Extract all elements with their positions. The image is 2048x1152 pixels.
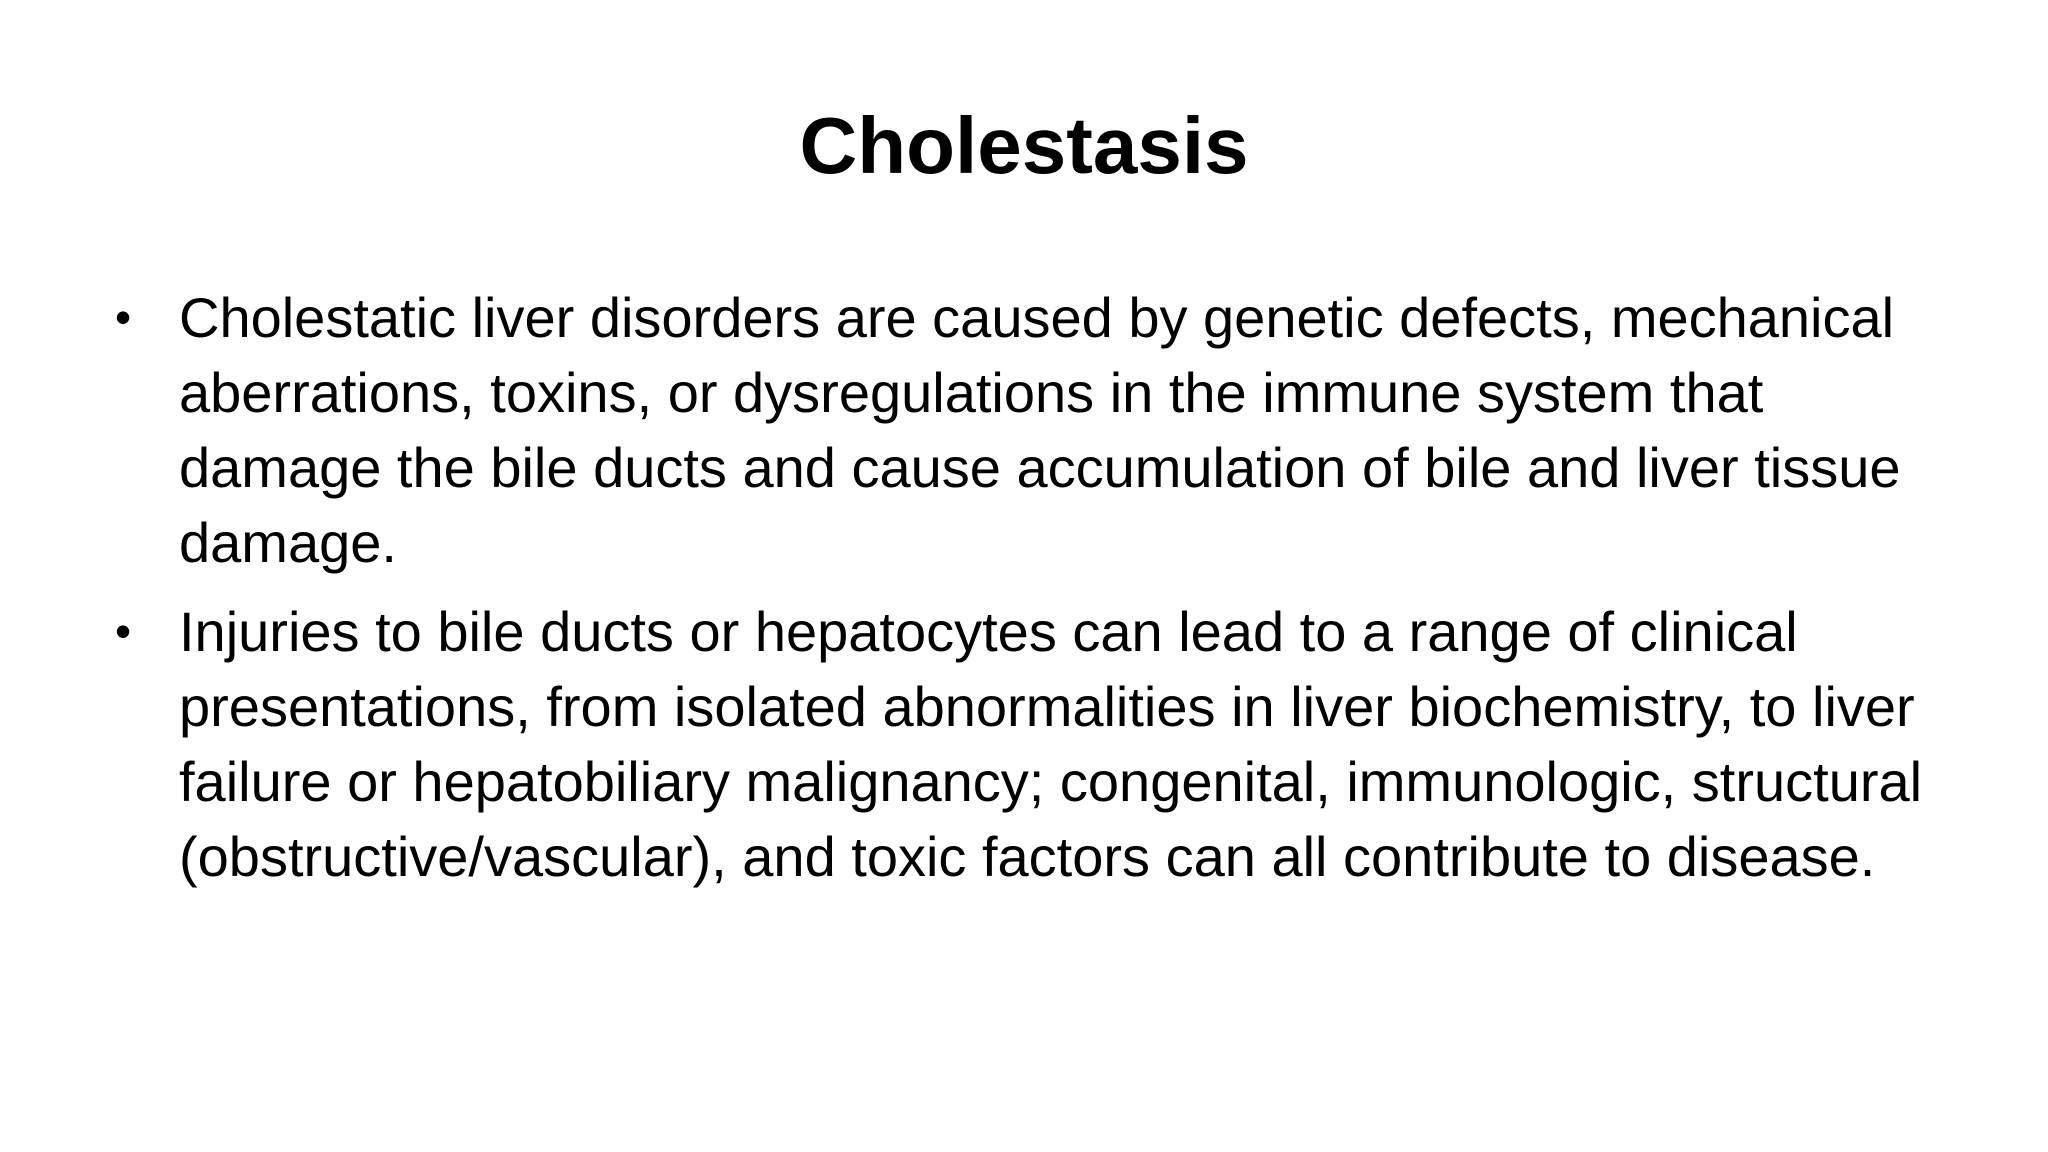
bullet-text: Cholestatic liver disorders are caused by genetic defects, mechanical aberrations, toxins, or dysregulations in the immune system that damage the bile ducts and cause accumulation of bile and liver tissue damage. <box>179 286 1901 574</box>
bullet-icon: • <box>115 291 132 343</box>
bullet-list <box>115 280 1975 908</box>
slide-title: Cholestasis <box>799 101 1249 190</box>
bullet-item <box>115 594 1975 894</box>
bullet-item <box>115 280 1975 580</box>
bullet-text: Injuries to bile ducts or hepatocytes can lead to a range of clinical presentations, from isolated abnormalities in liver biochemistry, to liver failure or hepatobiliary malignancy; congenital, immunologic, structural (obstructive/vascular), and toxic factors can all contribute to disease. <box>179 600 1923 888</box>
bullet-icon: • <box>115 605 132 657</box>
